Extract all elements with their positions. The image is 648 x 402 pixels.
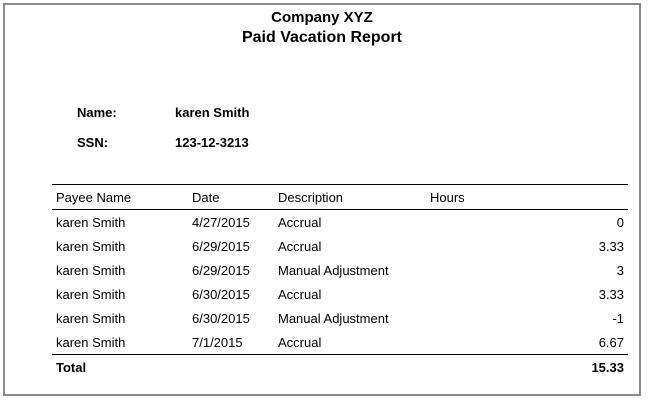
ssn-label: SSN: [77,135,109,150]
cell-date: 4/27/2015 [192,215,250,230]
cell-description: Manual Adjustment [278,311,389,326]
cell-hours: 6.67 [598,335,624,350]
report-title: Paid Vacation Report [241,29,403,46]
cell-hours: -1 [612,311,624,326]
total-label: Total [56,360,87,375]
cell-description: Accrual [278,239,322,254]
cell-payee: karen Smith [56,239,126,254]
cell-description: Accrual [278,287,322,302]
header-payee-name: Payee Name [56,190,132,205]
cell-payee: karen Smith [56,335,126,350]
cell-description: Manual Adjustment [278,263,389,278]
report-frame [3,3,641,396]
table-row [52,282,628,306]
cell-date: 6/29/2015 [192,263,250,278]
table-row [52,258,628,282]
header-description: Description [278,190,344,205]
cell-payee: karen Smith [56,215,126,230]
table-row [52,234,628,258]
cell-description: Accrual [278,215,322,230]
header-date: Date [192,190,220,205]
name-label: Name: [77,105,117,120]
ssn-value: 123-12-3213 [175,135,249,150]
header-hours: Hours [430,190,465,205]
cell-hours: 3.33 [598,239,624,254]
cell-date: 6/29/2015 [192,239,250,254]
company-name: Company XYZ [271,9,373,26]
name-value: karen Smith [175,105,250,120]
table-row [52,306,628,330]
total-row [52,355,628,379]
cell-hours: 3.33 [598,287,624,302]
cell-description: Accrual [278,335,322,350]
cell-payee: karen Smith [56,311,126,326]
table-header-row [52,185,628,209]
cell-date: 7/1/2015 [192,335,243,350]
cell-payee: karen Smith [56,287,126,302]
table-row [52,330,628,354]
vacation-table [52,184,628,379]
cell-date: 6/30/2015 [192,311,250,326]
cell-hours: 3 [616,263,624,278]
total-hours: 15.33 [591,360,624,375]
cell-payee: karen Smith [56,263,126,278]
table-row [52,210,628,234]
cell-date: 6/30/2015 [192,287,250,302]
cell-hours: 0 [616,215,624,230]
